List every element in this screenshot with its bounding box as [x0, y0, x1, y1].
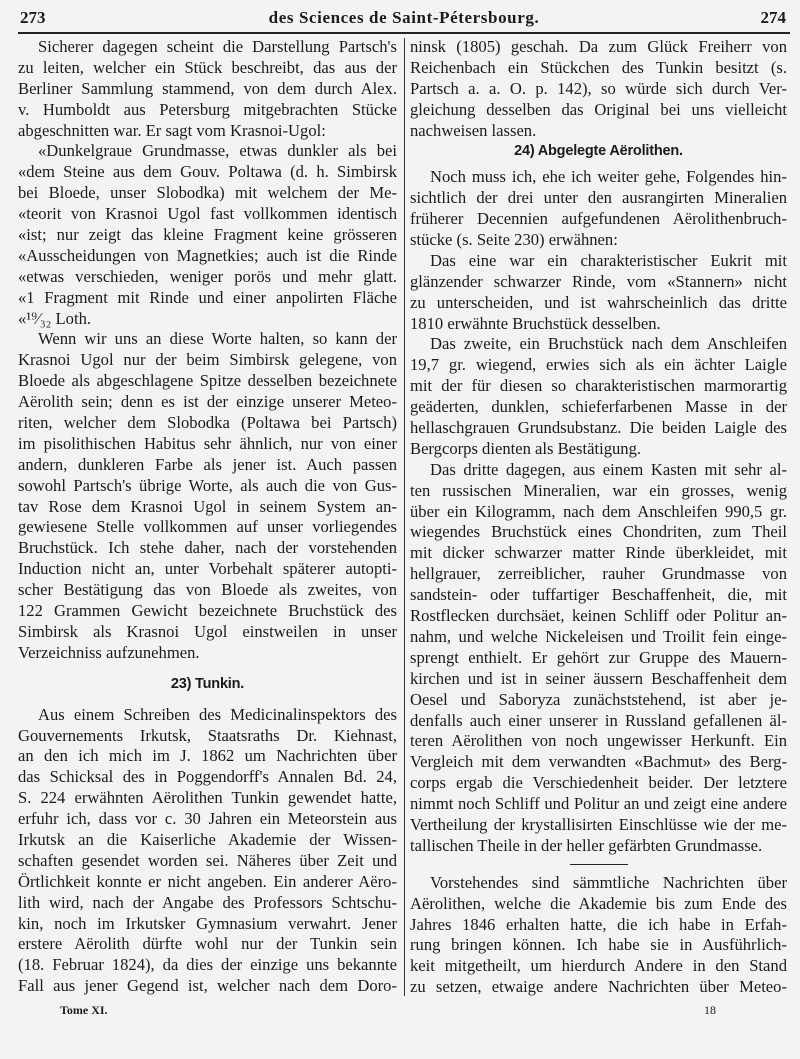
text-line: 19,7 gr. wiegend, erwies sich als ein ächter Laigle: [410, 355, 787, 375]
text-line: «dem Steine aus dem Gouv. Poltawa (d. h. Simbirsk: [18, 162, 397, 182]
text-line: an den ich mich im J. 1862 um Nachrichten über: [18, 746, 397, 766]
text-line: Gouvernements Irkutsk, Staatsraths Dr. Kiehnast,: [18, 725, 397, 745]
text-line: mit der für diesen so charakteristischen marmorartig: [410, 376, 787, 396]
text-line: Oesel und Saboryza zunächststehend, ist aber je-: [410, 689, 787, 709]
paragraph: [18, 329, 397, 663]
text-line: «ist; nur zeigt das kleine Fragment keine grösseren: [18, 225, 397, 245]
paragraph: [18, 141, 397, 329]
text-line: 122 Grammen Gewicht bezeichnete Bruchstück des: [18, 601, 397, 621]
paragraph: [18, 705, 397, 997]
text-line: sandstein- oder tuffartiger Beschaffenheit, die, mit: [410, 585, 787, 605]
section-separator: [410, 857, 787, 873]
text-line: «¹⁹⁄₃₂ Loth.: [18, 308, 92, 328]
left-column: [18, 37, 397, 997]
text-line: Aërolith sein; denn es ist der einzige unserer Meteo-: [18, 392, 397, 412]
text-line: das Schicksal des in Poggendorff's Annalen Bd. 24,: [18, 767, 397, 787]
text-line: keit mitgetheilt, um hierdurch Andere in den Stand: [410, 956, 787, 976]
signature-mark: 18: [704, 1003, 716, 1017]
text-line: Bruchstück. Ich stehe daher, nach der vorstehenden: [18, 538, 397, 558]
text-line: rung bringen können. Ich habe sie in Ausführlich-: [410, 935, 787, 955]
text-line: Simbirsk als Krasnoi Ugol einstweilen in unser: [18, 621, 397, 641]
text-line: «etwas verschieden, weniger porös und mehr glatt.: [18, 266, 397, 286]
paragraph: [410, 460, 787, 857]
text-line: sichtlich der drei unter den ausrangirten Mineralien: [410, 188, 787, 208]
text-line: Bergcorps dienten als Bestätigung.: [410, 438, 642, 458]
text-line: glänzender schwarzer Rinde, vom «Stannern» nicht: [410, 271, 787, 291]
header-rule: [18, 32, 790, 34]
text-line: wiegendes Bruchstück eines Chondriten, zum Theil: [410, 522, 787, 542]
text-line: Aus einem Schreiben des Medicinalinspektors des: [38, 704, 397, 724]
text-line: teren Aërolithen von noch ungewisser Herkunft. Ein: [410, 731, 787, 751]
text-line: tallischen Theile in der heller gefärbten Grundmasse.: [410, 835, 763, 855]
text-line: tav Rose dem Krasnoi Ugol in seinem System an-: [18, 496, 397, 516]
text-line: erstere Aërolith dürfte wohl nur der Tunkin sein: [18, 934, 397, 954]
text-line: S. 224 erwähnten Aërolithen Tunkin gewendet hatte,: [18, 788, 397, 808]
text-line: Wenn wir uns an diese Worte halten, so kann der: [38, 329, 397, 349]
paragraph: [410, 37, 787, 141]
text-line: mit dicker schwarzer matter Rinde überkleidet, mit: [410, 543, 787, 563]
column-divider: [404, 38, 405, 996]
text-line: kirchen und ist in seiner äussern Beschaffenheit dem: [410, 668, 787, 688]
text-line: über ein Kilogramm, nach dem Anschleifen 990,5 gr.: [410, 501, 787, 521]
text-line: Krasnoi Ugol nur der beim Simbirsk gelegene, von: [18, 350, 397, 370]
text-line: erfuhr ich, dass vor c. 30 Jahren ein Meteorstein aus: [18, 809, 397, 829]
volume-label: Tome XI.: [60, 1003, 108, 1017]
text-line: Vergleich mit dem verwandten «Bachmut» des Berg-: [410, 752, 787, 772]
text-line: Induction nicht an, unter Vorbehalt späterer autopti-: [18, 559, 397, 579]
text-line: Vorstehendes sind sämmtliche Nachrichten über: [430, 872, 787, 892]
text-line: Aërolithen, welche die Akademie bis zum Ende des: [410, 893, 787, 913]
text-line: «Dunkelgraue Grundmasse, etwas dunkler als bei: [38, 141, 397, 161]
text-line: lith wird, nach der Angabe des Professors Schtschu-: [18, 892, 397, 912]
text-line: Partsch a. a. O. p. 142), so würde sich durch Ver-: [410, 78, 787, 98]
text-line: «Ausscheidungen von Magnetkies; auch ist die Rinde: [18, 245, 397, 265]
text-line: sprengt enthielt. Er gehört zur Gruppe des Mauern-: [410, 647, 787, 667]
text-line: hellgrauer, zerreiblicher, rauher Grundmasse von: [410, 564, 787, 584]
paragraph: [410, 251, 787, 335]
text-line: hellaschgrauen Grundsubstanz. Die beiden Laigle des: [410, 418, 787, 438]
section-heading: 23) Tunkin.: [170, 675, 245, 692]
text-line: kin, noch im Irkutsker Gymnasium verwahrt. Jener: [18, 913, 397, 933]
text-line: sowohl Partsch's übrige Worte, als auch die von Gus-: [18, 475, 397, 495]
text-line: Jahres 1846 erhalten hatte, die ich habe in Erfah-: [410, 914, 787, 934]
text-line: zu leiten, welcher ein Stück beschreibt, das aus der: [18, 57, 397, 77]
text-line: Fall aus jener Gegend ist, welcher nach dem Doro-: [18, 976, 397, 996]
text-line: Das dritte dagegen, aus einem Kasten mit sehr al-: [430, 459, 787, 479]
text-line: scher Bestätigung das von Bloede als zweites, von: [18, 580, 397, 600]
text-line: Irkutsk an die Kaiserliche Akademie der Wissen-: [18, 829, 397, 849]
page-number-left: 273: [20, 8, 46, 27]
paragraph: [18, 37, 397, 141]
text-line: denfalls auch einer unserer in Russland gefallenen äl-: [410, 710, 787, 730]
text-line: nimmt noch Schliff und Politur an und zeigt eine andere: [410, 794, 787, 814]
text-line: nachweisen lassen.: [410, 120, 537, 140]
text-line: stücke (s. Seite 230) erwähnen:: [410, 230, 618, 250]
page-number-right: 274: [760, 8, 786, 27]
text-line: andern, dunkleren Farbe als jener ist. Auch passen: [18, 454, 397, 474]
text-line: «teorit von Krasnoi Ugol fast vollkommen identisch: [18, 204, 397, 224]
text-line: Berliner Sammlung stammend, von dem durch Alex.: [18, 78, 397, 98]
text-line: früherer Decennien aufgefundenen Aërolithenbruch-: [410, 209, 787, 229]
text-line: v. Humboldt aus Petersburg mitgebrachten Stücke: [18, 99, 397, 119]
text-line: Rostflecken durchsäet, keinen Schliff oder Politur an-: [410, 606, 787, 626]
text-line: geäderten, dunklen, schieferfarbenen Masse in der: [410, 397, 787, 417]
text-line: Reichenbach ein Stückchen des Tunkin besitzt (s.: [410, 57, 787, 77]
text-line: nahm, und welche Nickeleisen und Troilit fein einge-: [410, 626, 787, 646]
text-line: abgeschnitten war. Er sagt vom Krasnoi-Ugol:: [18, 120, 326, 140]
text-line: Vertheilung der krystallisirten Einschlüsse wie der me-: [410, 814, 787, 834]
text-line: Verzeichniss aufzunehmen.: [18, 642, 200, 662]
text-line: Das eine war ein charakteristischer Eukrit mit: [430, 250, 787, 270]
text-line: gewiesene Stelle vollkommen auf unser vorliegendes: [18, 517, 397, 537]
running-header: [18, 8, 790, 32]
text-line: ten russischen Mineralien, war ein grosses, wenig: [410, 480, 787, 500]
paragraph: [410, 167, 787, 251]
text-line: (18. Februar 1824), da dies der einzige uns bekannte: [18, 955, 397, 975]
text-line: riten, welcher dem Slobodka (Poltawa bei Partsch): [18, 413, 397, 433]
paragraph: [410, 334, 787, 459]
text-line: im pisolithischen Habitus sehr ähnlich, nur von einer: [18, 433, 397, 453]
text-line: zu unterscheiden, und ist wahrscheinlich das dritte: [410, 292, 787, 312]
paragraph: [410, 873, 787, 998]
running-title: des Sciences de Saint-Pétersbourg.: [268, 8, 540, 27]
text-line: Das zweite, ein Bruchstück nach dem Anschleifen: [430, 334, 787, 354]
text-line: zu setzen, etwaige andere Nachrichten über Meteo-: [410, 977, 787, 997]
text-line: Bloede als abgeschlagene Spitze desselben bezeichnete: [18, 371, 397, 391]
text-line: gleichung desselben das Original bei uns vielleicht: [410, 99, 787, 119]
text-line: bei Bloede, unser Slobodka) mit welchem der Me-: [18, 183, 397, 203]
text-line: Örtlichkeit konnte er nicht angeben. Ein anderer Aëro-: [18, 871, 397, 891]
text-line: «1 Fragment mit Rinde und einer anpolirten Fläche: [18, 287, 397, 307]
text-line: schaften gesendet worden sei. Näheres über Zeit und: [18, 850, 397, 870]
text-line: Sicherer dagegen scheint die Darstellung Partsch's: [38, 37, 397, 56]
text-line: corps ergab die Verschiedenheit beider. Der letztere: [410, 773, 787, 793]
text-line: ninsk (1805) geschah. Da zum Glück Freiherr von: [410, 37, 787, 56]
text-line: 1810 erwähnte Bruchstück desselben.: [410, 313, 661, 333]
text-line: Noch muss ich, ehe ich weiter gehe, Folgendes hin-: [430, 167, 787, 187]
section-heading: 24) Abgelegte Aërolithen.: [514, 143, 683, 160]
right-column: [410, 37, 787, 998]
